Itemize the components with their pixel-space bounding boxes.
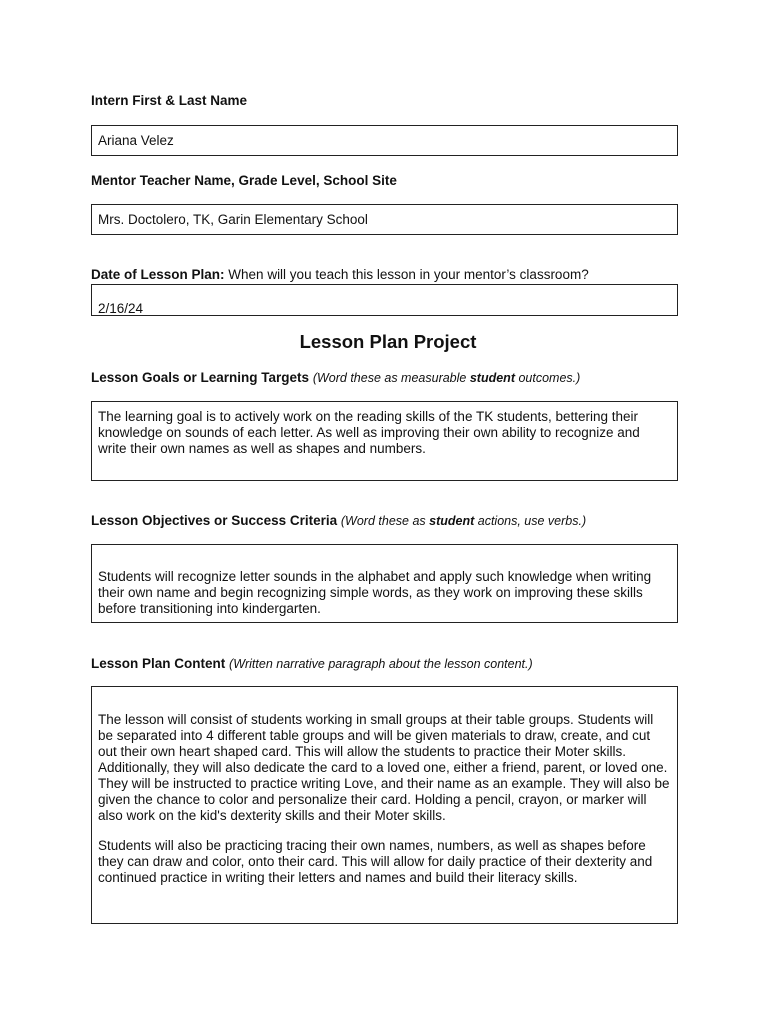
lesson-objectives-heading: Lesson Objectives or Success Criteria — [91, 513, 338, 528]
lesson-date-label-bold: Date of Lesson Plan: — [91, 267, 225, 282]
lesson-content-paragraph-1: The lesson will consist of students working in small groups at their table groups. Students will be separated into 4 different table groups and will be given materials to draw, create, and cut out their own heart shaped card. This will allow the students to practice their Moter skills. Additionally, they will also dedicate the card to a loved one, either a friend, parent, or loved one. They will be instructed to practice writing Love, and their name as an example. They will also be given the chance to color and personalize their card. Holding a pencil, crayon, or marker will also work on the kid's dexterity skills and their Moter skills. — [98, 712, 670, 823]
lesson-goals-field[interactable] — [91, 401, 678, 481]
lesson-objectives-text: Students will recognize letter sounds in the alphabet and apply such knowledge when writing their own name and begin recognizing simple words, as they work on improving these skills before transitioning into kindergarten. — [98, 569, 652, 616]
lesson-goals-heading: Lesson Goals or Learning Targets — [91, 370, 310, 385]
lesson-objectives-label — [91, 513, 586, 528]
lesson-date-label — [91, 267, 589, 282]
page-title: Lesson Plan Project — [299, 331, 477, 352]
lesson-content-label — [91, 656, 533, 671]
lesson-content-paragraph-2: Students will also be practicing tracing their own names, numbers, as well as shapes before they can draw and color, onto their card. This will allow for daily practice of their dexterity and continued practice in writing their letters and names and build their literacy skills. — [98, 838, 653, 885]
lesson-date-field[interactable] — [91, 284, 678, 316]
lesson-date-label-question: When will you teach this lesson in your mentor’s classroom? — [228, 267, 589, 282]
mentor-info-value: Mrs. Doctolero, TK, Garin Elementary School — [98, 211, 368, 227]
lesson-objectives-field[interactable] — [91, 544, 678, 623]
lesson-objectives-hint: (Word these as student actions, use verbs.) — [340, 514, 587, 528]
mentor-info-label: Mentor Teacher Name, Grade Level, School Site — [91, 173, 397, 188]
intern-name-label: Intern First & Last Name — [91, 93, 248, 108]
intern-name-field[interactable] — [91, 125, 678, 156]
lesson-goals-hint: (Word these as measurable student outcomes.) — [312, 371, 581, 385]
lesson-goals-label — [91, 370, 580, 385]
lesson-content-heading: Lesson Plan Content — [91, 656, 226, 671]
mentor-info-field[interactable] — [91, 204, 678, 235]
lesson-content-field[interactable] — [91, 686, 678, 924]
intern-name-value: Ariana Velez — [98, 132, 174, 148]
lesson-goals-text: The learning goal is to actively work on the reading skills of the TK students, bettering their knowledge on sounds of each letter. As well as improving their own ability to recognize and write their own names as well as shapes and numbers. — [98, 409, 640, 456]
lesson-date-value: 2/16/24 — [98, 301, 144, 316]
lesson-content-hint: (Written narrative paragraph about the lesson content.) — [229, 657, 533, 671]
